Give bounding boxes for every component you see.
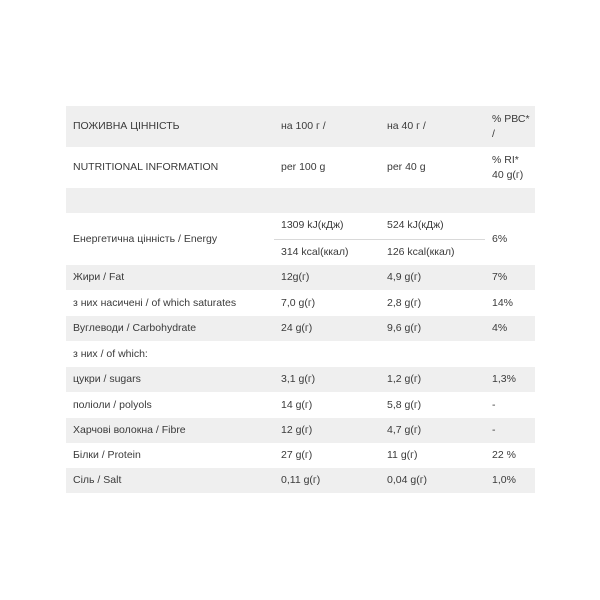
row-name: поліоли / polyols (73, 398, 152, 411)
header-reference-value-line1: % РВС* (492, 112, 530, 125)
row-per40: 9,6 g(г) (387, 322, 422, 334)
row-per100 (274, 341, 380, 367)
row-per40: 4,9 g(г) (387, 271, 422, 283)
energy-name: Енергетична цінність / Energy (73, 232, 218, 245)
header-per100: на 100 г / (281, 120, 326, 132)
row-name: з них / of which: (73, 347, 148, 360)
energy-row (66, 213, 535, 265)
header-name: NUTRITIONAL INFORMATION (73, 161, 219, 173)
energy-per40-kj: 524 kJ(кДж) (387, 219, 444, 232)
row-reference-value: - (492, 424, 496, 436)
table-row (66, 418, 535, 443)
row-reference-value: 14% (492, 296, 514, 309)
header-per100: per 100 g (281, 161, 326, 173)
row-reference-value (485, 341, 535, 367)
header-reference-value-line2: / (492, 127, 495, 140)
table-row (66, 367, 535, 392)
table-row (66, 392, 535, 418)
table-row (66, 443, 535, 468)
row-reference-value: 7% (492, 271, 508, 283)
row-name: Жири / Fat (73, 271, 125, 283)
header-row-english (66, 147, 535, 188)
row-per40: 1,2 g(г) (387, 373, 422, 385)
row-per100: 27 g(г) (281, 449, 313, 461)
row-reference-value: 1,3% (492, 373, 516, 385)
table-row (66, 468, 535, 493)
header-reference-value (485, 147, 535, 188)
row-per100: 12g(г) (281, 271, 310, 283)
header-reference-value-line2: 40 g(г) (492, 168, 524, 181)
energy-reference-value: 6% (492, 232, 508, 245)
header-name: ПОЖИВНА ЦІННІСТЬ (73, 120, 180, 132)
header-row-ukrainian (66, 106, 535, 147)
row-per40: 5,8 g(г) (387, 398, 422, 411)
row-per40 (380, 341, 485, 367)
header-per40: на 40 г / (387, 120, 426, 132)
row-name: Сіль / Salt (73, 474, 122, 486)
row-reference-value: 22 % (492, 449, 516, 461)
spacer-row (66, 493, 535, 519)
table-row (66, 341, 535, 367)
row-name: з них насичені / of which saturates (73, 296, 237, 309)
table-row (66, 265, 535, 290)
row-reference-value: - (492, 398, 496, 411)
row-name: Вуглеводи / Carbohydrate (73, 322, 197, 334)
row-per100: 7,0 g(г) (281, 296, 316, 309)
nutrition-table (66, 106, 535, 519)
header-reference-value (485, 106, 535, 147)
row-per100: 24 g(г) (281, 322, 313, 334)
row-per40: 4,7 g(г) (387, 424, 422, 436)
header-per40: per 40 g (387, 161, 426, 173)
energy-per40 (380, 213, 485, 265)
spacer-row (66, 188, 535, 213)
row-per100: 12 g(г) (281, 424, 313, 436)
row-per100: 3,1 g(г) (281, 373, 316, 385)
row-per40: 0,04 g(г) (387, 474, 428, 486)
energy-per40-kcal: 126 kcal(ккал) (380, 239, 485, 266)
table-row (66, 290, 535, 316)
row-per100: 14 g(г) (281, 398, 313, 411)
row-name: цукри / sugars (73, 373, 141, 385)
energy-per100-kj: 1309 kJ(кДж) (281, 219, 344, 232)
row-per40: 11 g(г) (387, 449, 418, 461)
energy-per100 (274, 213, 380, 265)
row-per100: 0,11 g(г) (281, 474, 321, 486)
row-per40: 2,8 g(г) (387, 296, 422, 309)
row-name: Білки / Protein (73, 449, 141, 461)
row-name: Харчові волокна / Fibre (73, 424, 186, 436)
row-reference-value: 4% (492, 322, 508, 334)
energy-per100-kcal: 314 kcal(ккал) (274, 239, 380, 266)
table-row (66, 316, 535, 341)
row-reference-value: 1,0% (492, 474, 516, 486)
header-reference-value-line1: % RI* (492, 153, 519, 166)
